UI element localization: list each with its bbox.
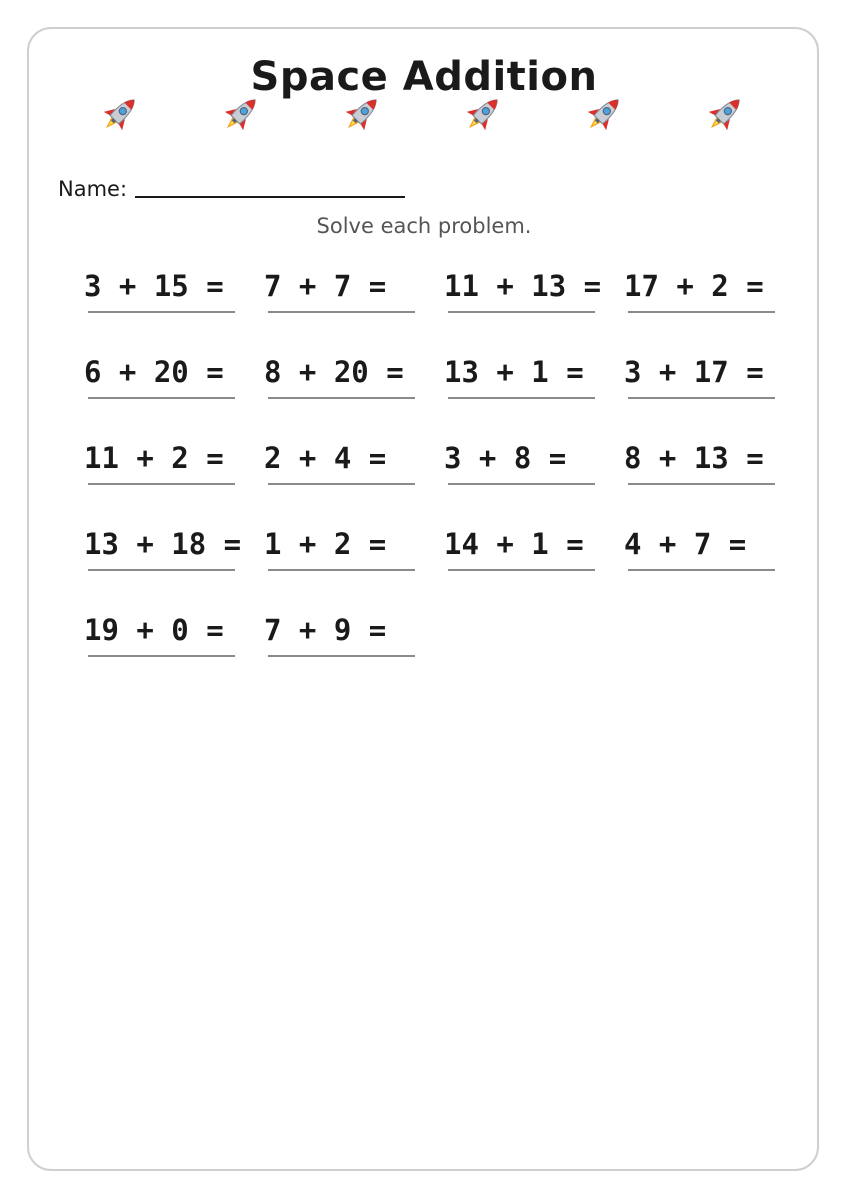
problem-item [264,434,424,490]
problem-expression: 3 + 8 = [444,441,567,475]
problem-expression: 13 + 1 = [444,355,584,389]
answer-line[interactable] [448,569,595,571]
instructions: Solve each problem. [316,214,532,238]
answer-line[interactable] [628,311,775,313]
answer-line[interactable] [88,483,235,485]
answer-line[interactable] [628,569,775,571]
name-write-line[interactable] [135,172,405,198]
answer-line[interactable] [88,397,235,399]
problem-expression: 17 + 2 = [624,269,764,303]
problem-item [444,348,604,404]
problem-expression: 6 + 20 = [84,355,224,389]
rocket-decoration-row [98,92,758,136]
problem-expression: 3 + 17 = [624,355,764,389]
problem-item [84,520,244,576]
answer-line[interactable] [88,569,235,571]
answer-line[interactable] [88,655,235,657]
problem-item [84,262,244,318]
problem-item [264,262,424,318]
problem-expression: 14 + 1 = [444,527,584,561]
problem-item [444,520,604,576]
problem-expression: 8 + 13 = [624,441,764,475]
problem-expression: 19 + 0 = [84,613,224,647]
rocket-icon [98,92,142,136]
problem-item [264,348,424,404]
problem-item [444,434,604,490]
problem-expression: 7 + 9 = [264,613,387,647]
answer-line[interactable] [448,483,595,485]
problem-expression: 2 + 4 = [264,441,387,475]
rocket-icon [461,92,505,136]
answer-line[interactable] [268,397,415,399]
worksheet-title: Space Addition [250,54,598,100]
problem-expression: 11 + 2 = [84,441,224,475]
rocket-icon [340,92,384,136]
name-label: Name: [58,177,128,201]
answer-line[interactable] [268,483,415,485]
problem-item [264,606,424,662]
answer-line[interactable] [88,311,235,313]
problem-item [84,434,244,490]
problem-item [624,520,784,576]
answer-line[interactable] [448,397,595,399]
answer-line[interactable] [628,397,775,399]
problem-expression: 13 + 18 = [84,527,242,561]
answer-line[interactable] [268,569,415,571]
problem-expression: 3 + 15 = [84,269,224,303]
rocket-icon [219,92,263,136]
answer-line[interactable] [448,311,595,313]
problem-item [444,262,604,318]
answer-line[interactable] [268,655,415,657]
answer-line[interactable] [268,311,415,313]
problem-expression: 4 + 7 = [624,527,747,561]
problem-expression: 1 + 2 = [264,527,387,561]
rocket-icon [582,92,626,136]
rocket-icon [703,92,747,136]
problem-item [624,434,784,490]
problem-item [264,520,424,576]
name-field [58,170,405,204]
problem-expression: 8 + 20 = [264,355,404,389]
problem-item [624,348,784,404]
problem-item [84,606,244,662]
problem-item [84,348,244,404]
problem-item [624,262,784,318]
problem-expression: 11 + 13 = [444,269,602,303]
problem-expression: 7 + 7 = [264,269,387,303]
answer-line[interactable] [628,483,775,485]
